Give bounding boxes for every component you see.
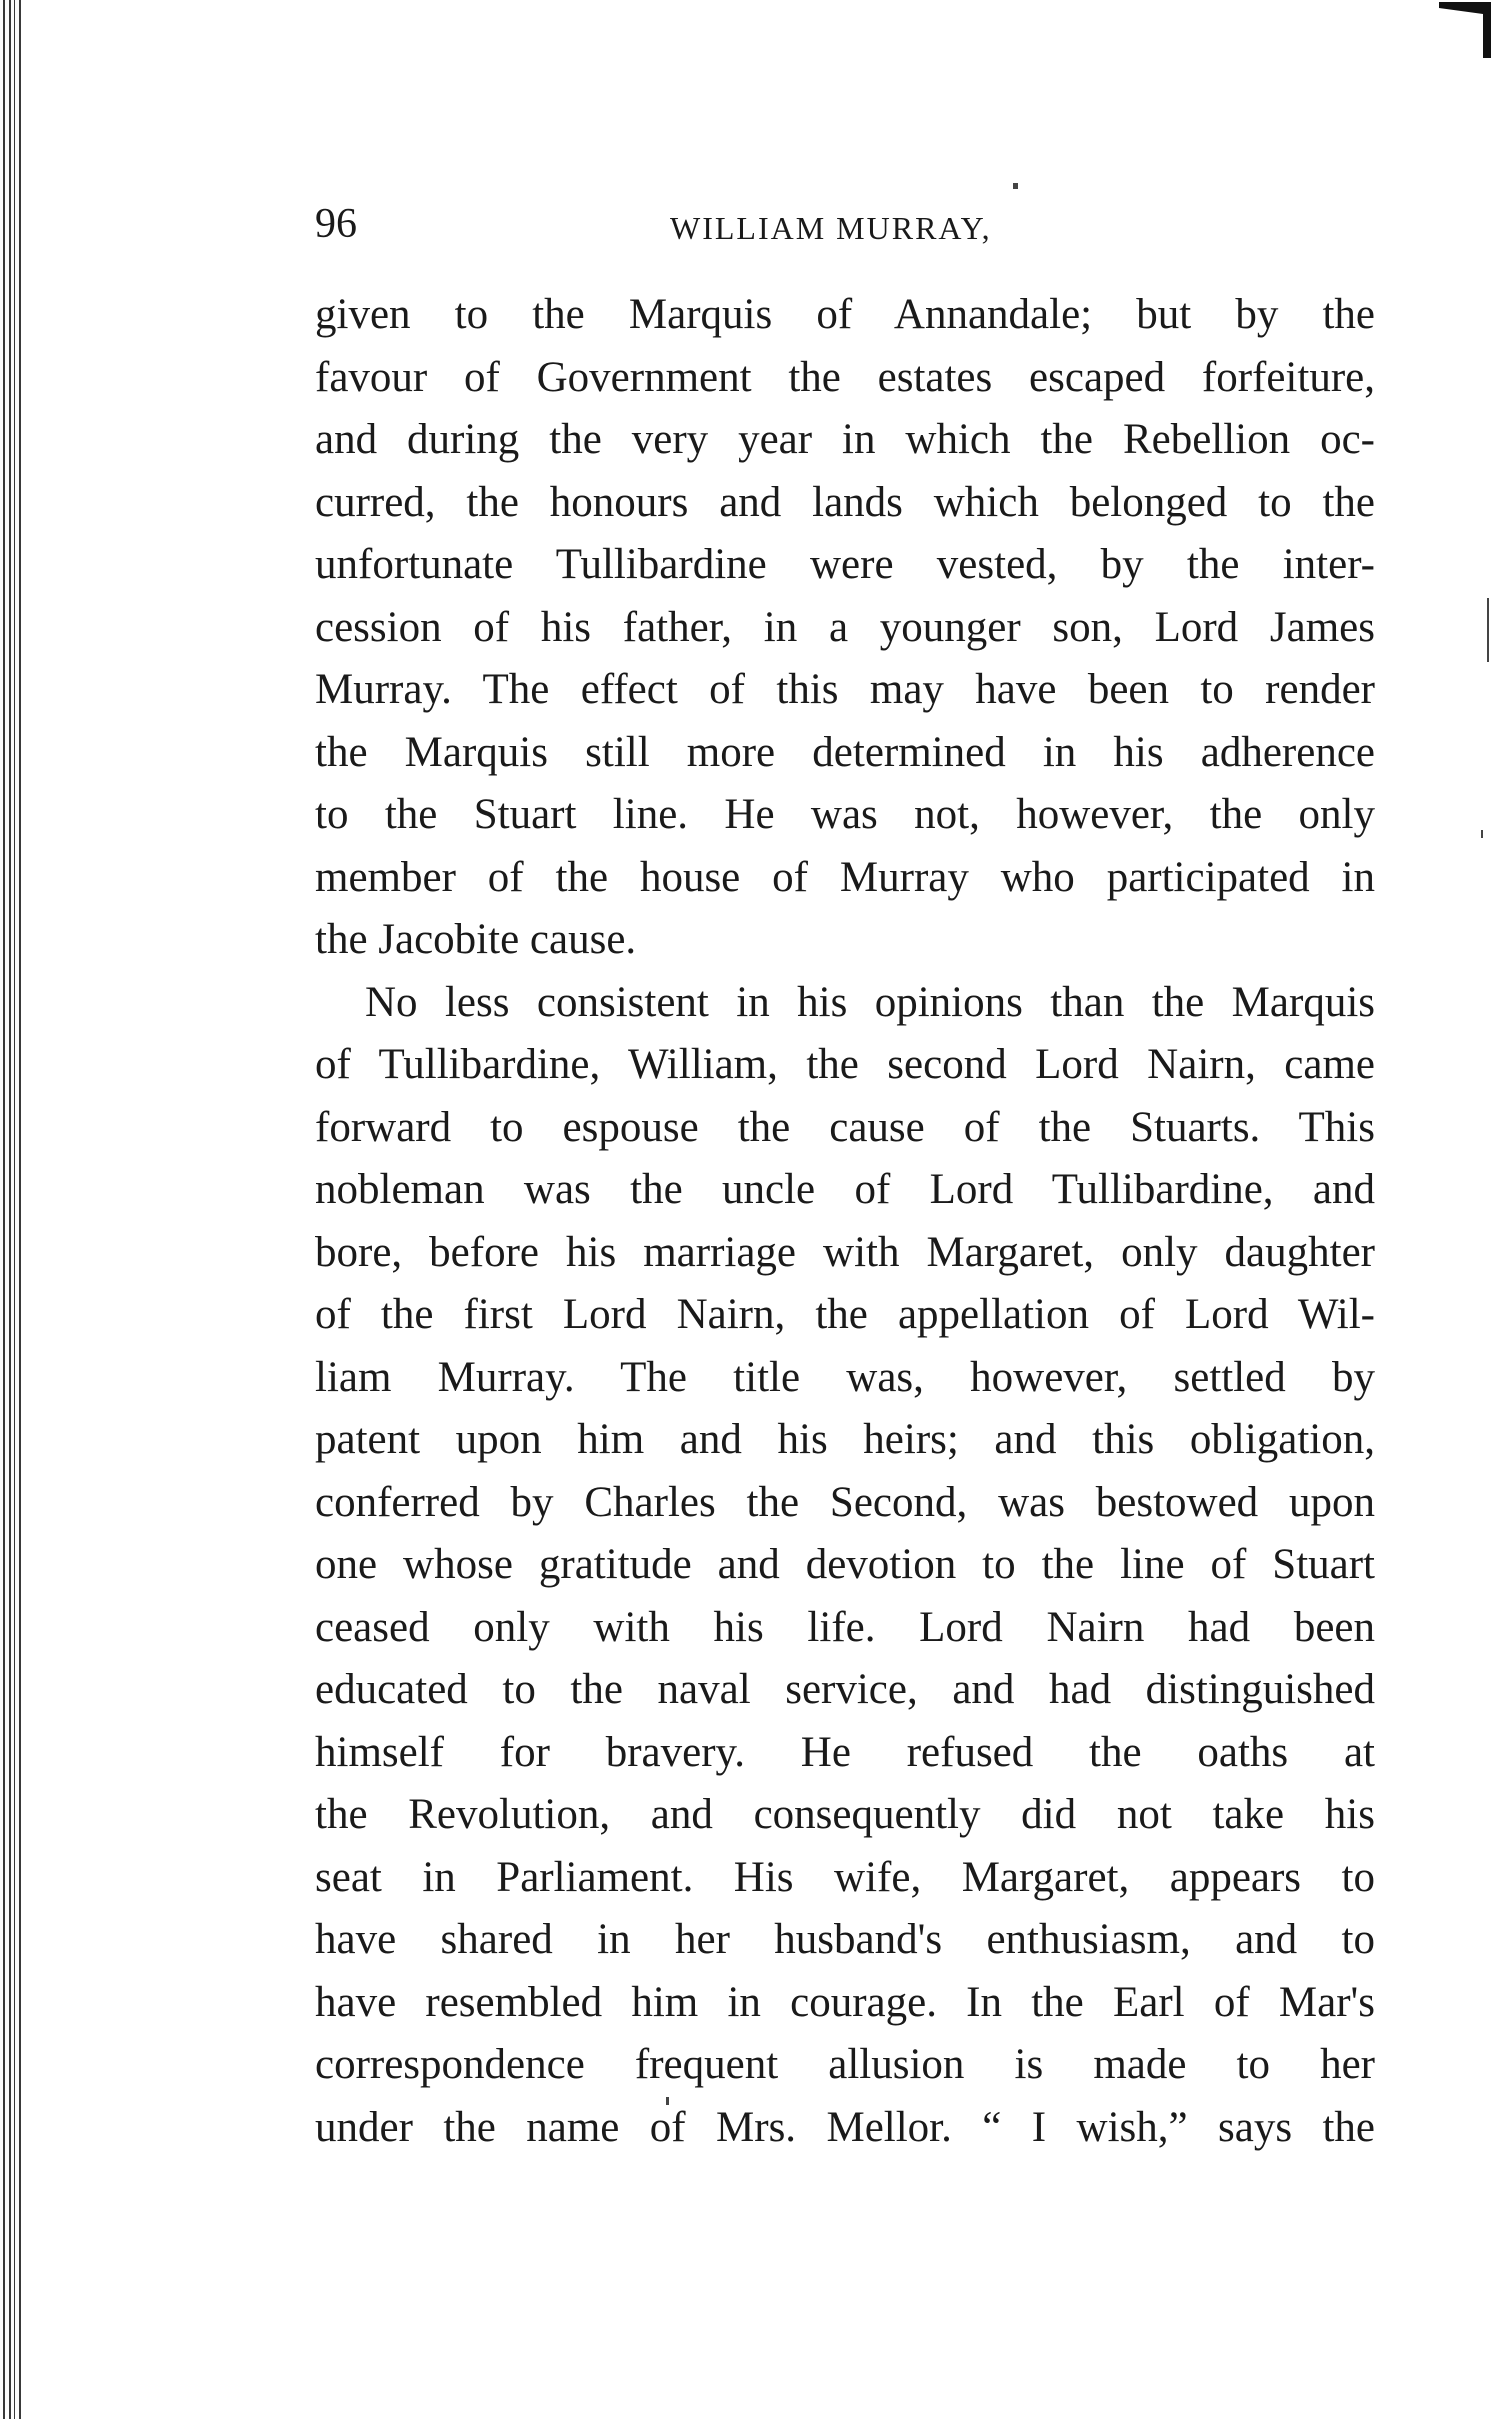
text-line: educated to the naval service, and had distinguished [315,1666,1375,1713]
text-line: Murray. The effect of this may have been to render [315,666,1375,713]
text-line: seat in Parliament. His wife, Margaret, appears to [315,1853,1375,1901]
text-line: liam Murray. The title was, however, settled by [315,1353,1375,1401]
running-title: WILLIAM MURRAY, [670,210,992,246]
book-page [315,200,1375,2159]
scan-speck [1481,830,1483,838]
text-line: of the first Lord Nairn, the appellation of Lord Wil- [315,1291,1375,1338]
text-line: the Jacobite cause. [315,916,637,963]
text-line: patent upon him and his heirs; and this obligation, [315,1416,1375,1463]
paragraph-1 [315,284,1375,972]
text-line: bore, before his marriage with Margaret, only daughter [315,1228,1375,1276]
text-line: member of the house of Murray who participated in [315,853,1375,901]
text-line: No less consistent in his opinions than the Marquis [365,978,1375,1026]
text-line: under the name of Mrs. Mellor. “ I wish,” says the [315,2103,1375,2151]
text-line: favour of Government the estates escaped forfeiture, [315,353,1375,401]
text-line: himself for bravery. He refused the oaths at [315,1728,1375,1776]
text-line: have shared in her husband's enthusiasm, and to [315,1916,1375,1963]
text-line: and during the very year in which the Rebellion oc- [315,416,1375,463]
binding-edge [0,0,30,2419]
text-line: the Revolution, and consequently did not take his [315,1791,1375,1838]
text-line: nobleman was the uncle of Lord Tullibardine, and [315,1166,1375,1213]
text-line: forward to espouse the cause of the Stuarts. This [315,1103,1375,1151]
page-number: 96 [315,201,357,247]
text-line: unfortunate Tullibardine were vested, by the inter- [315,541,1375,588]
corner-fold-mark [1431,0,1491,60]
text-line: ceased only with his life. Lord Nairn had been [315,1603,1375,1651]
text-line: given to the Marquis of Annandale; but by the [315,291,1375,338]
text-line: to the Stuart line. He was not, however, the only [315,791,1375,838]
scan-speck [1013,183,1018,189]
text-line: of Tullibardine, William, the second Lord Nairn, came [315,1041,1375,1088]
text-line: have resembled him in courage. In the Earl of Mar's [315,1978,1375,2026]
text-line: correspondence frequent allusion is made to her [315,2041,1375,2088]
running-head [315,200,1375,264]
text-line: one whose gratitude and devotion to the line of Stuart [315,1541,1375,1588]
scan-speck [1487,598,1489,662]
paragraph-2 [315,972,1375,2160]
text-line: the Marquis still more determined in his adherence [315,728,1375,776]
text-line: curred, the honours and lands which belonged to the [315,478,1375,526]
text-line: cession of his father, in a younger son, Lord James [315,603,1375,651]
text-line: conferred by Charles the Second, was bestowed upon [315,1478,1375,1526]
body-text [315,284,1375,2159]
